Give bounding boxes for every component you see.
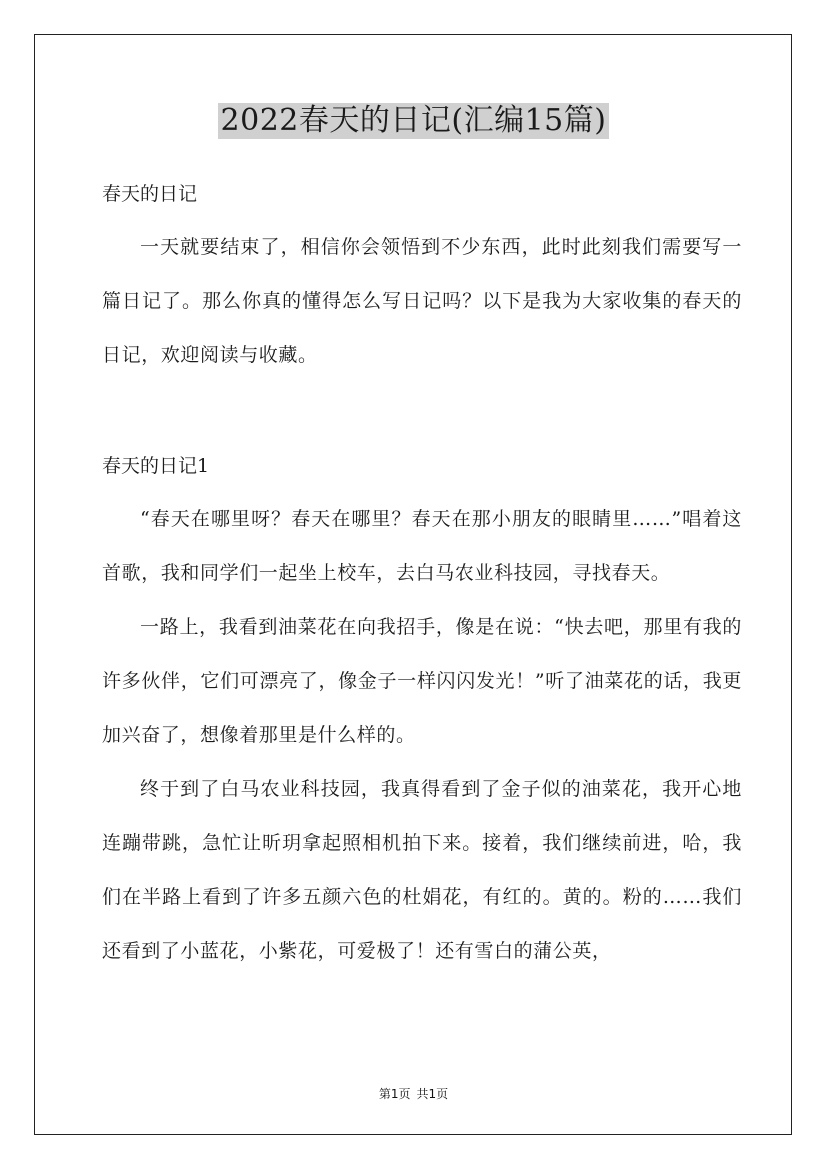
page-total: 共1页 <box>416 1087 449 1101</box>
intro-section <box>102 220 742 382</box>
entry-paragraph: “春天在哪里呀？春天在哪里？春天在那小朋友的眼睛里……”唱着这首歌，我和同学们一起坐上校车，去白马农业科技园，寻找春天。 <box>102 508 742 584</box>
entry-paragraph: 终于到了白马农业科技园，我真得看到了金子似的油菜花，我开心地连蹦带跳，急忙让昕玥拿起照相机拍下来。接着，我们继续前进，哈，我们在半路上看到了许多五颜六色的杜娟花，有红的。黄的。粉的……我们还看到了小蓝花，小紫花，可爱极了！还有雪白的蒲公英， <box>102 778 742 962</box>
page-footer <box>0 1085 827 1102</box>
entry-paragraph: 一路上，我看到油菜花在向我招手，像是在说：“快去吧，那里有我的许多伙伴，它们可漂亮了，像金子一样闪闪发光！”听了油菜花的话，我更加兴奋了，想像着那里是什么样的。 <box>102 616 742 746</box>
page-number: 第1页 <box>378 1087 411 1101</box>
title-container <box>0 103 827 139</box>
intro-heading: 春天的日记 <box>102 183 198 205</box>
entry-heading: 春天的日记1 <box>102 455 210 477</box>
intro-paragraph: 一天就要结束了，相信你会领悟到不少东西，此时此刻我们需要写一篇日记了。那么你真的懂得怎么写日记吗？以下是我为大家收集的春天的日记，欢迎阅读与收藏。 <box>102 236 742 366</box>
entry-body <box>102 492 742 978</box>
document-title: 2022春天的日记(汇编15篇) <box>218 103 610 139</box>
